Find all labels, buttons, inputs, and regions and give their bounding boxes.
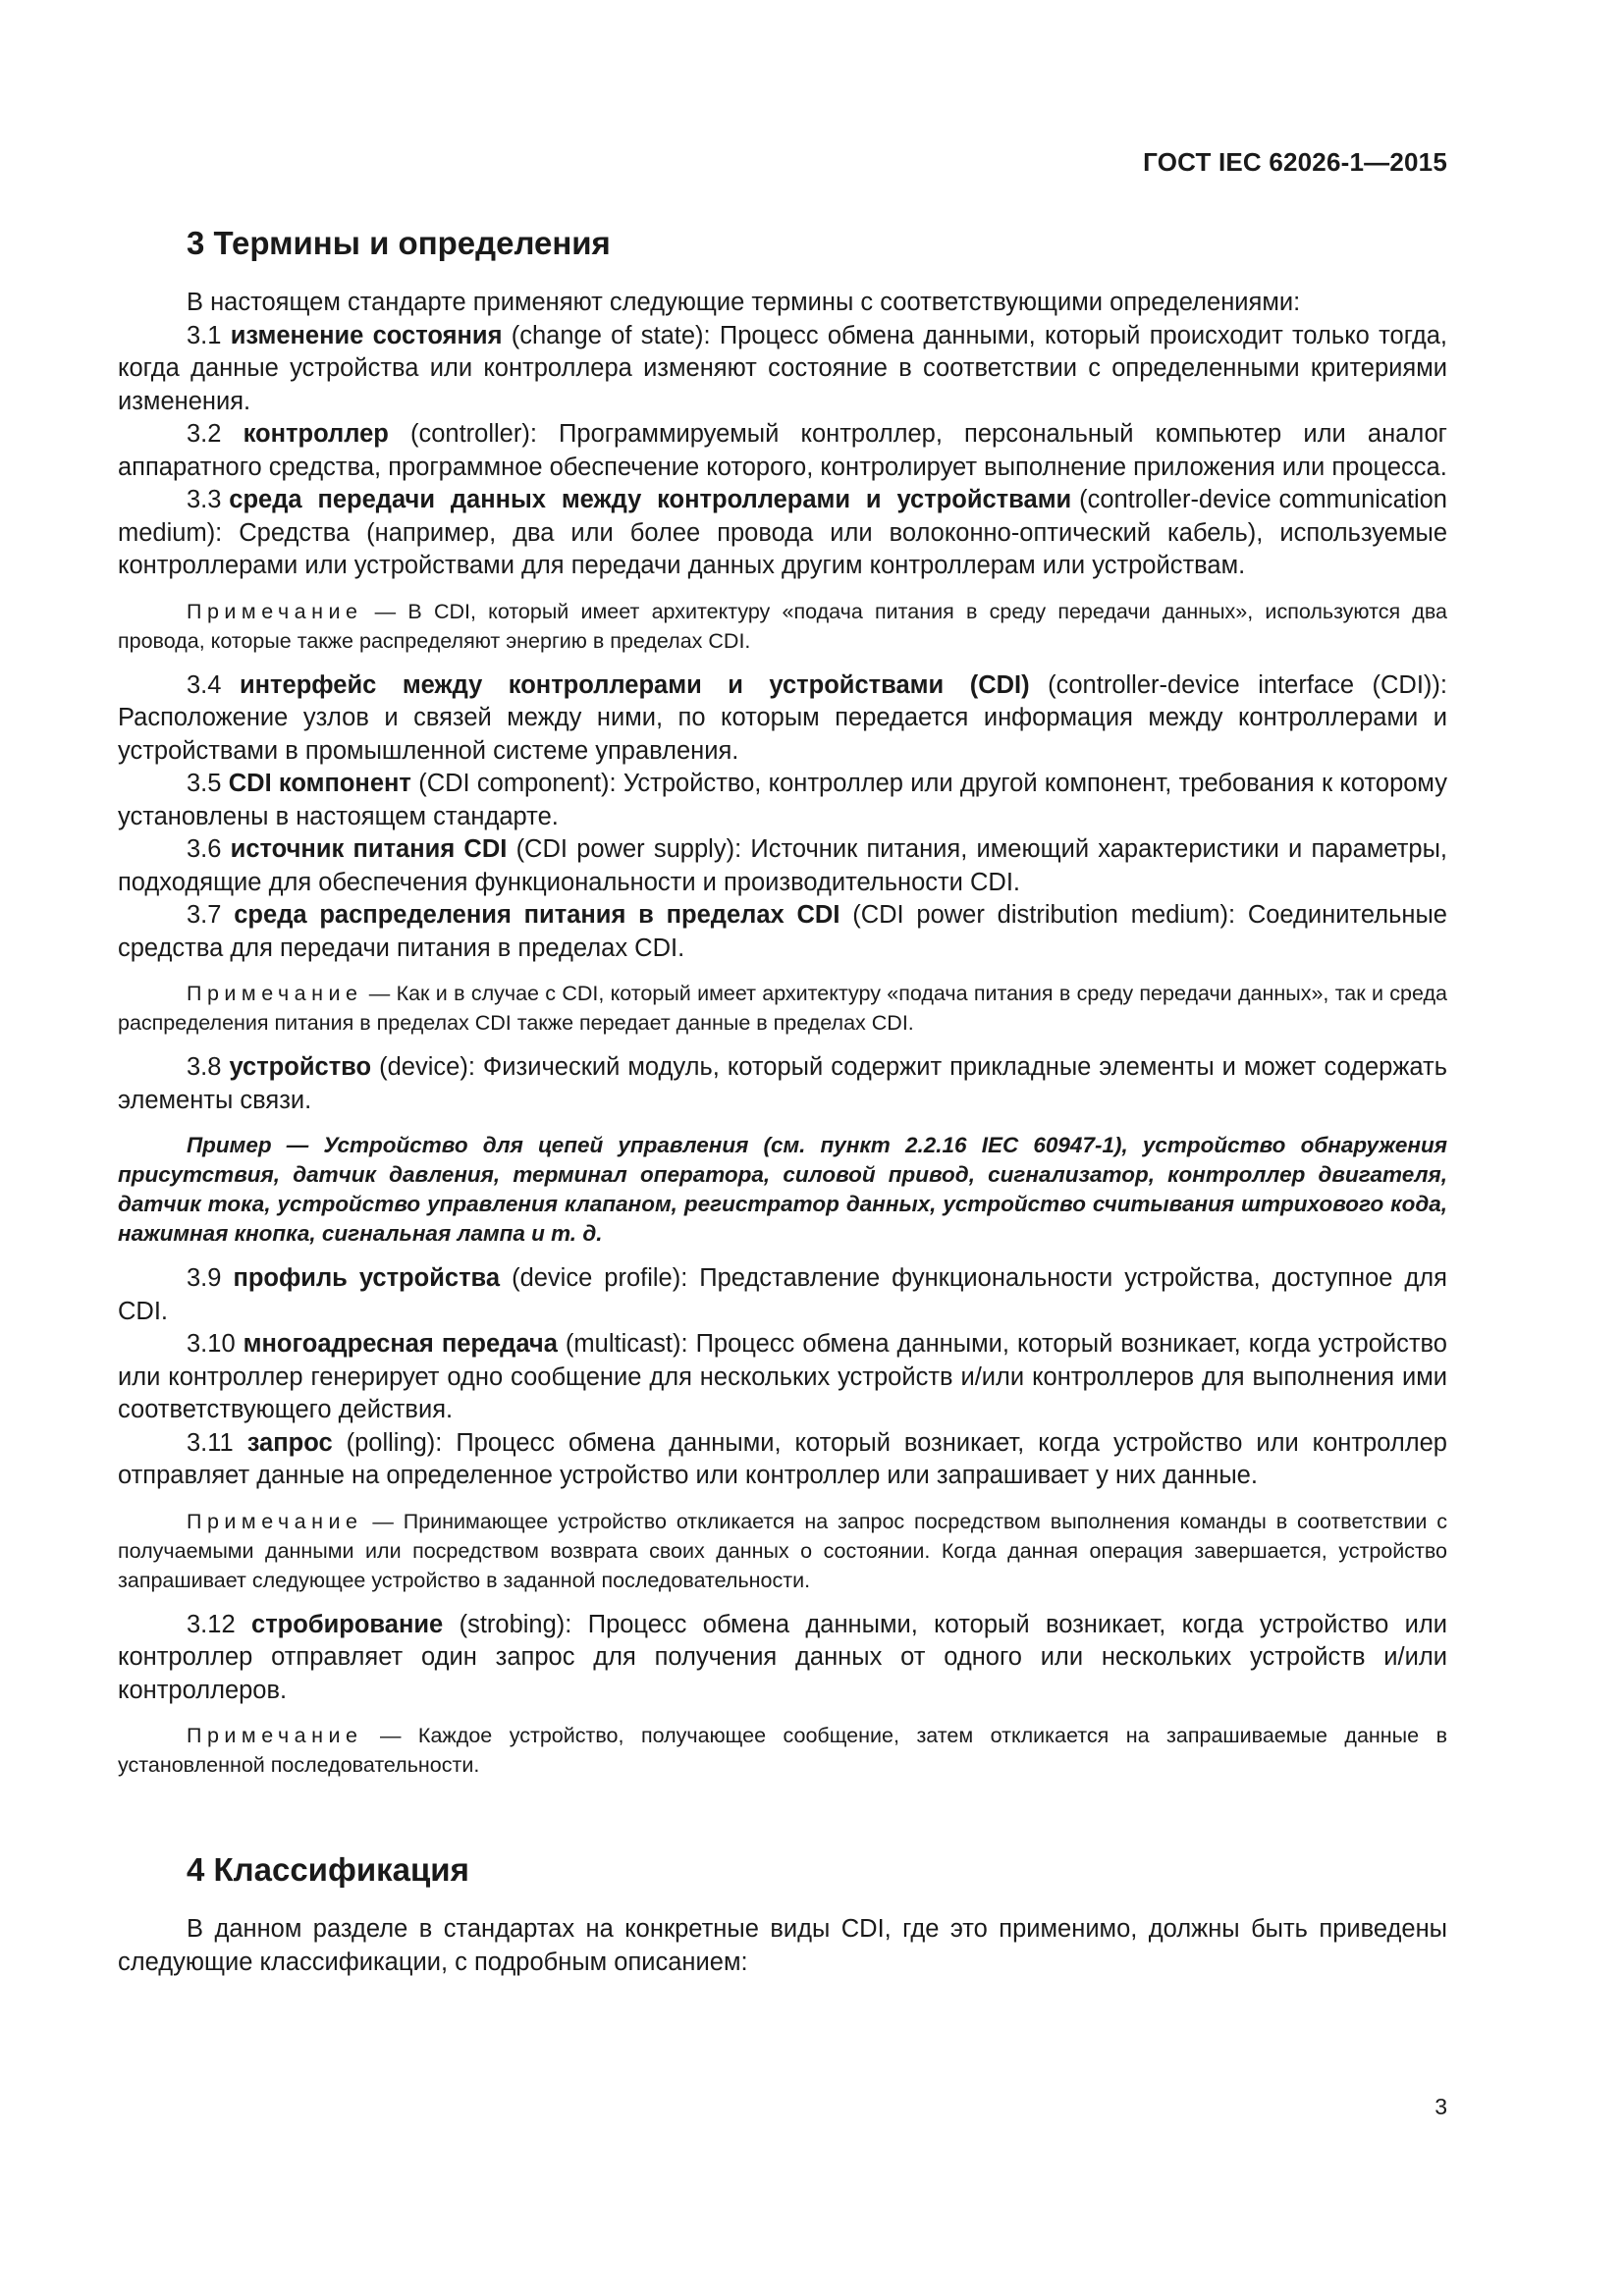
section-4-title: 4 Классификация: [187, 1851, 469, 1888]
document-page: [118, 0, 1447, 2296]
term-definition: (CDI power distribution medium): Соединительные средства для передачи питания в пределах CDI.: [118, 901, 1447, 962]
note-4: [118, 1721, 1447, 1780]
term-3-5: [118, 768, 1447, 833]
term-number: 3.9: [187, 1264, 234, 1292]
term-definition: (CDI component): Устройство, контроллер или другой компонент, требования к которому установлены в настоящем стандарте.: [118, 770, 1447, 830]
term-number: 3.5: [187, 770, 229, 797]
term-3-7: [118, 899, 1447, 965]
note-3: [118, 1507, 1447, 1595]
term-number: 3.8: [187, 1053, 230, 1081]
example-block: Пример — Устройство для цепей управления (см. пункт 2.2.16 IEC 60947-1), устройство обнаружения присутствия, датчик давления, терминал оператора, силовой привод, сигнализатор, контроллер двигателя, датчик тока, устройство управления клапаном, регистратор данных, устройство считывания штрихового кода, нажимная кнопка, сигнальная лампа и т. д.: [118, 1133, 1447, 1246]
term-number: 3.4: [187, 670, 240, 699]
term-number: 3.1: [187, 321, 231, 349]
term-definition: (device): Физический модуль, который содержит прикладные элементы и может содержать элементы связи.: [118, 1053, 1447, 1114]
term-number: 3.10: [187, 1330, 244, 1358]
term-definition: (controller): Программируемый контроллер, персональный компьютер или аналог аппаратного средства, программное обеспечение которого, контролирует выполнение приложения или процесса.: [118, 420, 1447, 481]
term-name: запрос: [246, 1428, 333, 1457]
page-content: [118, 222, 1447, 1979]
term-3-6: [118, 833, 1447, 899]
term-name: CDI компонент: [228, 770, 411, 797]
note-1: [118, 597, 1447, 656]
note-label: Примечание: [187, 599, 363, 623]
term-definition: (strobing): Процесс обмена данными, который возникает, когда устройство или контроллер отправляет один запрос для получения данных от одного или нескольких устройств и/или контроллеров.: [118, 1610, 1447, 1704]
term-number: 3.12: [187, 1610, 252, 1638]
section-3-title: 3 Термины и определения: [187, 225, 611, 261]
term-definition: (multicast): Процесс обмена данными, который возникает, когда устройство или контроллер генерирует одно сообщение для нескольких устройств и/или контроллеров для выполнения ими соответствующего действия.: [118, 1330, 1447, 1423]
term-3-10: [118, 1328, 1447, 1427]
note-text: — Принимающее устройство откликается на запрос посредством выполнения команды в соответствии с получаемыми данными или посредством возврата своих данных о состоянии. Когда данная операция завершается, устройство запрашивает следующее устройство в заданной последовательности.: [118, 1509, 1447, 1592]
term-name: контроллер: [243, 420, 389, 448]
term-3-2: [118, 418, 1447, 484]
term-3-12: [118, 1609, 1447, 1708]
term-definition: (device profile): Представление функциональности устройства, доступное для CDI.: [118, 1264, 1447, 1325]
term-3-1: [118, 320, 1447, 419]
term-name: среда распределения питания в пределах CDI: [234, 901, 840, 929]
term-number: 3.6: [187, 835, 231, 863]
note-label: Примечание: [187, 1509, 363, 1533]
term-number: 3.11: [187, 1428, 247, 1457]
document-header-id: ГОСТ IEC 62026-1—2015: [1143, 147, 1447, 177]
term-3-9: [118, 1262, 1447, 1328]
term-definition: (controller-device interface (CDI)): Расположение узлов и связей между ними, по которым передается информация между контроллерами и устройствами в промышленной системе управления.: [118, 670, 1447, 765]
term-definition: (change of state): Процесс обмена данными, который происходит только тогда, когда данные устройства или контроллера изменяют состояние в соответствии с определенными критериями изменения.: [118, 321, 1447, 415]
note-2: [118, 979, 1447, 1038]
term-3-4: [118, 669, 1447, 769]
term-definition: (CDI power supply): Источник питания, имеющий характеристики и параметры, подходящие для обеспечения функциональности и производительности CDI.: [118, 835, 1447, 896]
note-text: — Как и в случае с CDI, который имеет архитектуру «подача питания в среду передачи данных», так и среда распределения питания в пределах CDI также передает данные в пределах CDI.: [118, 982, 1447, 1035]
term-number: 3.3: [187, 486, 230, 513]
term-name: профиль устройства: [233, 1264, 501, 1292]
note-text: — В CDI, который имеет архитектуру «подача питания в среду передачи данных», используются два провода, которые также распределяют энергию в пределах CDI.: [118, 599, 1447, 653]
term-name: устройство: [229, 1053, 372, 1081]
term-definition: (controller-device communication medium): Средства (например, два или более провода или волоконно-оптический кабель), используемые контроллерами или устройствами для передачи данных другим контроллерам или устройствам.: [118, 486, 1447, 579]
note-label: Примечание: [187, 1724, 363, 1747]
term-number: 3.2: [187, 420, 244, 448]
term-3-11: [118, 1427, 1447, 1493]
section-4-intro: В данном разделе в стандартах на конкретные виды CDI, где это применимо, должны быть приведены следующие классификации, с подробным описанием:: [118, 1915, 1447, 1976]
term-name: многоадресная передача: [243, 1330, 558, 1358]
term-number: 3.7: [187, 901, 235, 929]
term-name: стробирование: [251, 1610, 444, 1638]
term-name: источник питания CDI: [230, 835, 508, 863]
term-3-3: [118, 484, 1447, 583]
note-label: Примечание: [187, 982, 363, 1005]
term-name: изменение состояния: [230, 321, 503, 349]
term-3-8: [118, 1051, 1447, 1117]
term-definition: (polling): Процесс обмена данными, который возникает, когда устройство или контроллер отправляет данные на определенное устройство или контроллер или запрашивает у них данные.: [118, 1428, 1447, 1489]
note-text: — Каждое устройство, получающее сообщение, затем откликается на запрашиваемые данные в установленной последовательности.: [118, 1724, 1447, 1777]
page-number: 3: [1435, 2094, 1447, 2119]
term-name: среда передачи данных между контроллерами и устройствами: [229, 486, 1072, 513]
section-3-intro: В настоящем стандарте применяют следующие термины с соответствующими определениями:: [187, 289, 1301, 316]
term-name: интерфейс между контроллерами и устройствами (CDI): [239, 670, 1030, 699]
